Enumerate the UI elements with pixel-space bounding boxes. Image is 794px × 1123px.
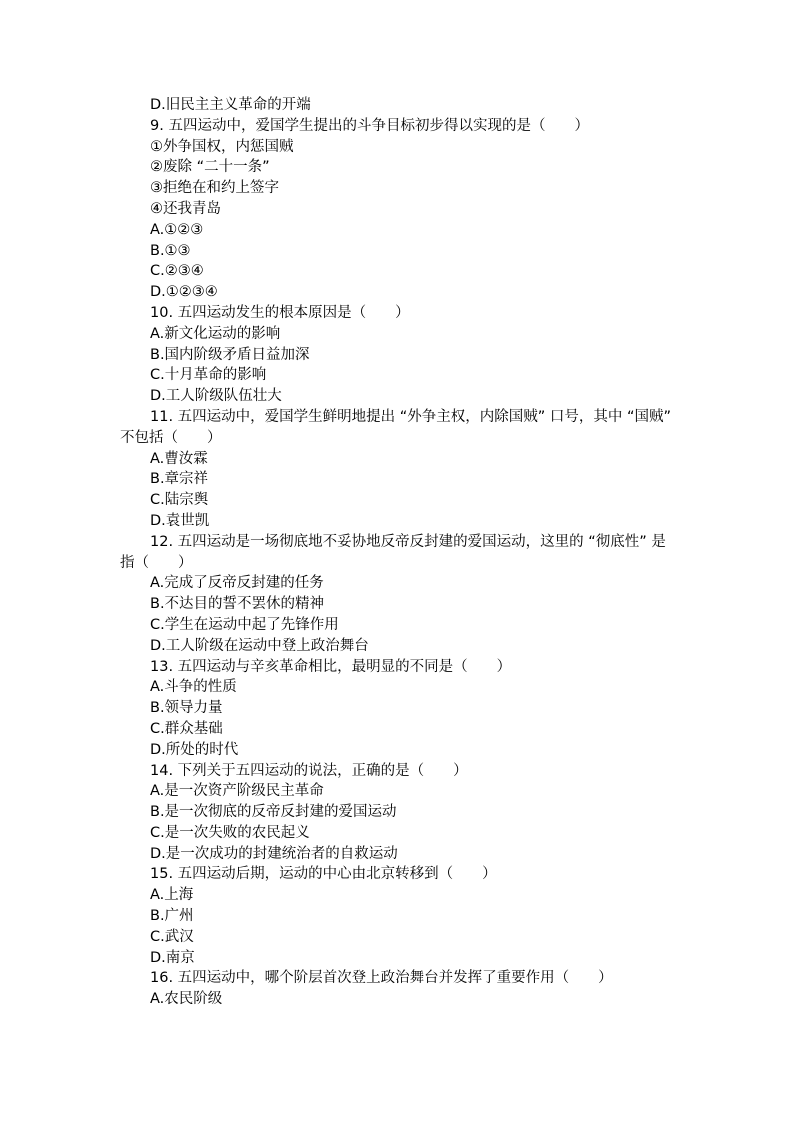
text-line: A.斗争的性质 (150, 679, 237, 696)
text-line: C.十月革命的影响 (150, 367, 267, 384)
text-line: B.领导力量 (150, 700, 223, 717)
text-line: B.不达目的誓不罢休的精神 (150, 596, 325, 613)
text-line: A.新文化运动的影响 (150, 325, 281, 342)
text-line: C.②③④ (150, 263, 204, 280)
text-line: 10. 五四运动发生的根本原因是（ ） (150, 304, 410, 321)
text-line: C.学生在运动中起了先锋作用 (150, 616, 339, 633)
text-line: 13. 五四运动与辛亥革命相比，最明显的不同是（ ） (150, 658, 512, 675)
question-stem: 12. 五四运动是一场彻底地不妥协地反帝反封建的爱国运动，这里的 “彻底性” 是指（ ） (120, 533, 666, 571)
text-line: 9. 五四运动中，爱国学生提出的斗争目标初步得以实现的是（ ） (150, 117, 589, 134)
text-line: B.广州 (150, 908, 194, 925)
text-line: ④还我青岛 (150, 200, 221, 217)
document-body (120, 95, 680, 1010)
text-line: C.武汉 (150, 928, 194, 945)
text-line: B.①③ (150, 242, 191, 259)
text-line: B.国内阶级矛盾日益加深 (150, 346, 310, 363)
text-line: A.①②③ (150, 221, 204, 238)
text-line: B.章宗祥 (150, 471, 209, 488)
text-line: C.陆宗舆 (150, 492, 209, 509)
text-line: 16. 五四运动中，哪个阶层首次登上政治舞台并发挥了重要作用（ ） (150, 970, 613, 987)
text-line: 15. 五四运动后期，运动的中心由北京转移到（ ） (150, 866, 497, 883)
text-line: D.旧民主主义革命的开端 (150, 97, 311, 113)
text-line: A.曹汝霖 (150, 450, 208, 467)
text-line: ③拒绝在和约上签字 (150, 180, 279, 197)
text-line: ②废除 “二十一条” (150, 159, 270, 176)
text-line: D.所处的时代 (150, 741, 239, 758)
text-line: ①外争国权，内惩国贼 (150, 138, 294, 155)
text-line: D.是一次成功的封建统治者的自救运动 (150, 845, 398, 862)
text-line: B.是一次彻底的反帝反封建的爱国运动 (150, 804, 397, 821)
text-line: 14. 下列关于五四运动的说法，正确的是（ ） (150, 762, 468, 779)
text-line: C.是一次失败的农民起义 (150, 824, 310, 841)
text-line: A.上海 (150, 887, 194, 904)
question-stem: 11. 五四运动中，爱国学生鲜明地提出 “外争主权，内除国贼” 口号，其中 “国贼” 不包括（ ） (120, 408, 672, 446)
text-line: D.工人阶级在运动中登上政治舞台 (150, 637, 369, 654)
text-line: A.完成了反帝反封建的任务 (150, 575, 324, 592)
text-line: A.是一次资产阶级民主革命 (150, 783, 324, 800)
text-line: D.①②③④ (150, 284, 218, 301)
text-line: D.袁世凯 (150, 512, 210, 529)
text-line: D.工人阶级队伍壮大 (150, 388, 282, 405)
text-line: C.群众基础 (150, 720, 223, 737)
text-line: D.南京 (150, 949, 195, 966)
text-line: A.农民阶级 (150, 991, 223, 1008)
